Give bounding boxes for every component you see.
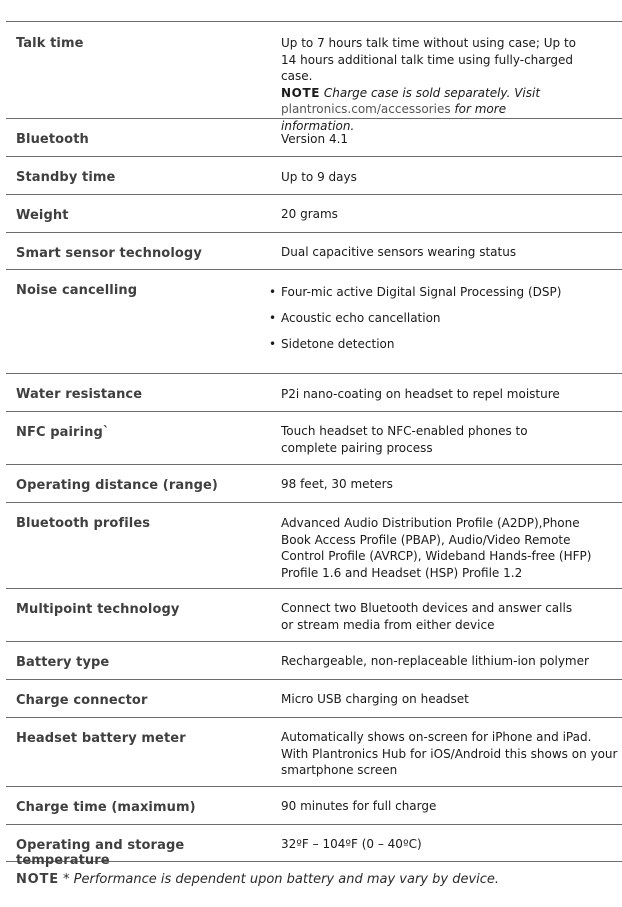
spec-label: NFC pairing` — [16, 425, 110, 440]
spec-row-nfc-pairing — [6, 411, 622, 464]
spec-row-water-resistance — [6, 373, 622, 411]
spec-value: Touch headset to NFC-enabled phones to complete pairing process — [281, 424, 528, 455]
spec-value: 98 feet, 30 meters — [281, 477, 393, 491]
spec-label: Smart sensor technology — [16, 246, 202, 261]
spec-row-smart-sensor — [6, 232, 622, 269]
spec-row-battery-type — [6, 641, 622, 679]
list-item: • Sidetone detection — [281, 336, 622, 362]
spec-value: Up to 9 days — [281, 170, 357, 184]
footnote-text: * Performance is dependent upon battery and may vary by device. — [63, 872, 500, 887]
spec-row-talk-time — [6, 21, 622, 133]
note-tail: for more information. — [281, 102, 507, 133]
spec-label: Charge time (maximum) — [16, 800, 196, 815]
spec-label: Weight — [16, 208, 69, 223]
spec-table — [6, 21, 622, 868]
list-item: • Four-mic active Digital Signal Processing (DSP) — [281, 284, 622, 310]
spec-row-charge-connector — [6, 679, 622, 717]
spec-label: Bluetooth profiles — [16, 516, 151, 531]
list-item: • Acoustic echo cancellation — [281, 310, 622, 336]
spec-value-text: Up to 7 hours talk time without using case; Up to 14 hours additional talk time using fully-charged case. — [281, 36, 577, 83]
spec-label: Charge connector — [16, 693, 148, 708]
noise-cancelling-list — [281, 284, 622, 362]
spec-row-noise-cancelling — [6, 269, 622, 373]
spec-label: Water resistance — [16, 387, 143, 402]
spec-row-operating-distance — [6, 464, 622, 502]
spec-value: Rechargeable, non-replaceable lithium-ion polymer — [281, 654, 589, 668]
spec-label: Bluetooth — [16, 132, 89, 147]
spec-value: Advanced Audio Distribution Profile (A2DP),Phone Book Access Profile (PBAP), Audio/Video Remote Control Profile (AVRCP), Wideband Hands-free (HFP) Profile 1.6 and Headset (HSP) Profile 1.2 — [281, 516, 592, 580]
spec-value: Automatically shows on-screen for iPhone and iPad. With Plantronics Hub for iOS/Android this shows on your smartphone screen — [281, 730, 618, 777]
note-text: Charge case is sold separately. Visit — [323, 85, 541, 100]
spec-label: Battery type — [16, 655, 110, 670]
spec-row-standby-time — [6, 156, 622, 194]
spec-label: Operating and storage temperature — [16, 838, 185, 868]
spec-value — [281, 270, 622, 373]
spec-value: Micro USB charging on headset — [281, 692, 469, 706]
spec-row-charge-time — [6, 786, 622, 824]
spec-value: 20 grams — [281, 207, 338, 221]
spec-value: Version 4.1 — [281, 132, 349, 146]
spec-row-weight — [6, 194, 622, 232]
spec-row-bluetooth-profiles — [6, 502, 622, 588]
spec-row-bluetooth — [6, 118, 622, 156]
footnote — [16, 872, 499, 887]
spec-label: Talk time — [16, 36, 84, 51]
spec-label: Standby time — [16, 170, 116, 185]
spec-value: 32ºF – 104ºF (0 – 40ºC) — [281, 837, 422, 851]
spec-value: P2i nano-coating on headset to repel moisture — [281, 387, 560, 401]
spec-value: Connect two Bluetooth devices and answer calls or stream media from either device — [281, 601, 573, 632]
spec-label: Multipoint technology — [16, 602, 180, 617]
spec-label: Operating distance (range) — [16, 478, 218, 493]
spec-value: Dual capacitive sensors wearing status — [281, 245, 517, 259]
spec-label: Headset battery meter — [16, 731, 186, 746]
spec-value — [281, 22, 581, 133]
spec-label: Noise cancelling — [16, 283, 138, 298]
spec-row-multipoint — [6, 588, 622, 641]
spec-row-battery-meter — [6, 717, 622, 786]
note-label: NOTE — [281, 85, 321, 100]
spec-row-temperature — [6, 824, 622, 868]
accessories-link[interactable]: plantronics.com/accessories — [281, 102, 451, 116]
footnote-label: NOTE — [16, 872, 59, 887]
spec-value: 90 minutes for full charge — [281, 799, 437, 813]
